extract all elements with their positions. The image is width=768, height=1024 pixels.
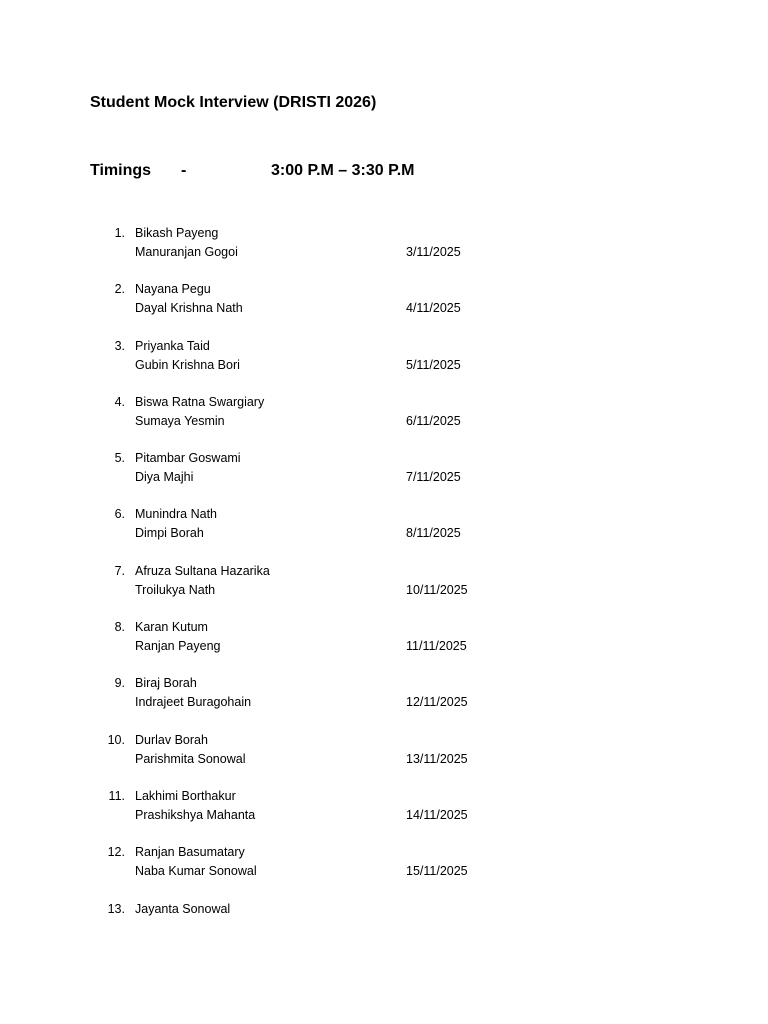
list-item-primary-name: Pitambar Goswami xyxy=(135,451,241,466)
list-item-primary-name: Durlav Borah xyxy=(135,732,208,747)
list-item xyxy=(0,843,768,899)
list-item-primary-name: Priyanka Taid xyxy=(135,338,210,353)
document-title: Student Mock Interview (DRISTI 2026) xyxy=(90,94,377,111)
list-item-number: 5. xyxy=(114,451,125,466)
list-item-primary-name: Ranjan Basumatary xyxy=(135,845,245,860)
list-item-number: 9. xyxy=(114,676,125,691)
list-item xyxy=(0,618,768,674)
timings-value: 3:00 P.M – 3:30 P.M xyxy=(271,162,415,179)
list-item-primary-name: Afruza Sultana Hazarika xyxy=(135,563,270,578)
list-item-primary-name: Karan Kutum xyxy=(135,620,208,635)
list-item xyxy=(0,393,768,449)
list-item-secondary-name: Dayal Krishna Nath xyxy=(135,301,243,316)
list-item-date: 6/11/2025 xyxy=(406,413,461,428)
list-item-secondary-name: Parishmita Sonowal xyxy=(135,751,246,766)
list-item-primary-name: Munindra Nath xyxy=(135,507,217,522)
interview-schedule-list xyxy=(0,224,768,956)
list-item-date: 8/11/2025 xyxy=(406,526,461,541)
list-item-number: 1. xyxy=(114,226,125,240)
list-item-number: 2. xyxy=(114,282,125,297)
list-item-date: 12/11/2025 xyxy=(406,695,468,710)
list-item-number: 11. xyxy=(108,788,125,803)
list-item xyxy=(0,562,768,618)
list-item-secondary-name: Diya Majhi xyxy=(135,470,194,485)
list-item-date: 7/11/2025 xyxy=(406,470,461,485)
list-item-number: 13. xyxy=(107,901,125,916)
list-item-primary-name: Nayana Pegu xyxy=(135,282,211,297)
list-item-number: 8. xyxy=(114,620,125,635)
list-item-secondary-name: Sumaya Yesmin xyxy=(135,413,225,428)
list-item xyxy=(0,280,768,336)
list-item-date: 10/11/2025 xyxy=(406,582,468,597)
list-item xyxy=(0,900,768,956)
list-item-date: 11/11/2025 xyxy=(406,639,467,654)
list-item-number: 6. xyxy=(114,507,125,522)
list-item xyxy=(0,674,768,730)
list-item-secondary-name: Naba Kumar Sonowal xyxy=(135,864,257,879)
list-item xyxy=(0,505,768,561)
list-item-secondary-name: Dimpi Borah xyxy=(135,526,204,541)
timings-line xyxy=(90,162,490,186)
list-item-number: 3. xyxy=(114,338,125,353)
list-item-date: 13/11/2025 xyxy=(406,751,468,766)
list-item-secondary-name: Indrajeet Buragohain xyxy=(135,695,252,710)
timings-label: Timings xyxy=(90,162,152,179)
list-item-number: 10. xyxy=(107,732,125,747)
list-item-date: 5/11/2025 xyxy=(406,357,461,372)
list-item-secondary-name: Manuranjan Gogoi xyxy=(135,245,238,259)
list-item-date: 4/11/2025 xyxy=(406,301,461,316)
list-item-primary-name: Bikash Payeng xyxy=(135,226,219,240)
list-item-secondary-name: Gubin Krishna Bori xyxy=(135,357,240,372)
list-item-secondary-name: Prashikshya Mahanta xyxy=(135,807,256,822)
list-item xyxy=(0,224,768,280)
list-item xyxy=(0,787,768,843)
list-item-primary-name: Lakhimi Borthakur xyxy=(135,788,236,803)
list-item-date: 3/11/2025 xyxy=(406,245,461,259)
list-item-secondary-name: Ranjan Payeng xyxy=(135,639,221,654)
list-item-primary-name: Biswa Ratna Swargiary xyxy=(135,394,265,409)
list-item xyxy=(0,731,768,787)
list-item-number: 12. xyxy=(107,845,125,860)
list-item xyxy=(0,337,768,393)
list-item-secondary-name: Troilukya Nath xyxy=(135,582,216,597)
list-item xyxy=(0,449,768,505)
timings-separator: - xyxy=(181,162,187,179)
list-item-primary-name: Biraj Borah xyxy=(135,676,197,691)
list-item-primary-name: Jayanta Sonowal xyxy=(135,901,231,916)
list-item-date: 14/11/2025 xyxy=(406,807,468,822)
list-item-date: 15/11/2025 xyxy=(406,864,468,879)
list-item-number: 7. xyxy=(114,563,125,578)
list-item-number: 4. xyxy=(114,394,125,409)
